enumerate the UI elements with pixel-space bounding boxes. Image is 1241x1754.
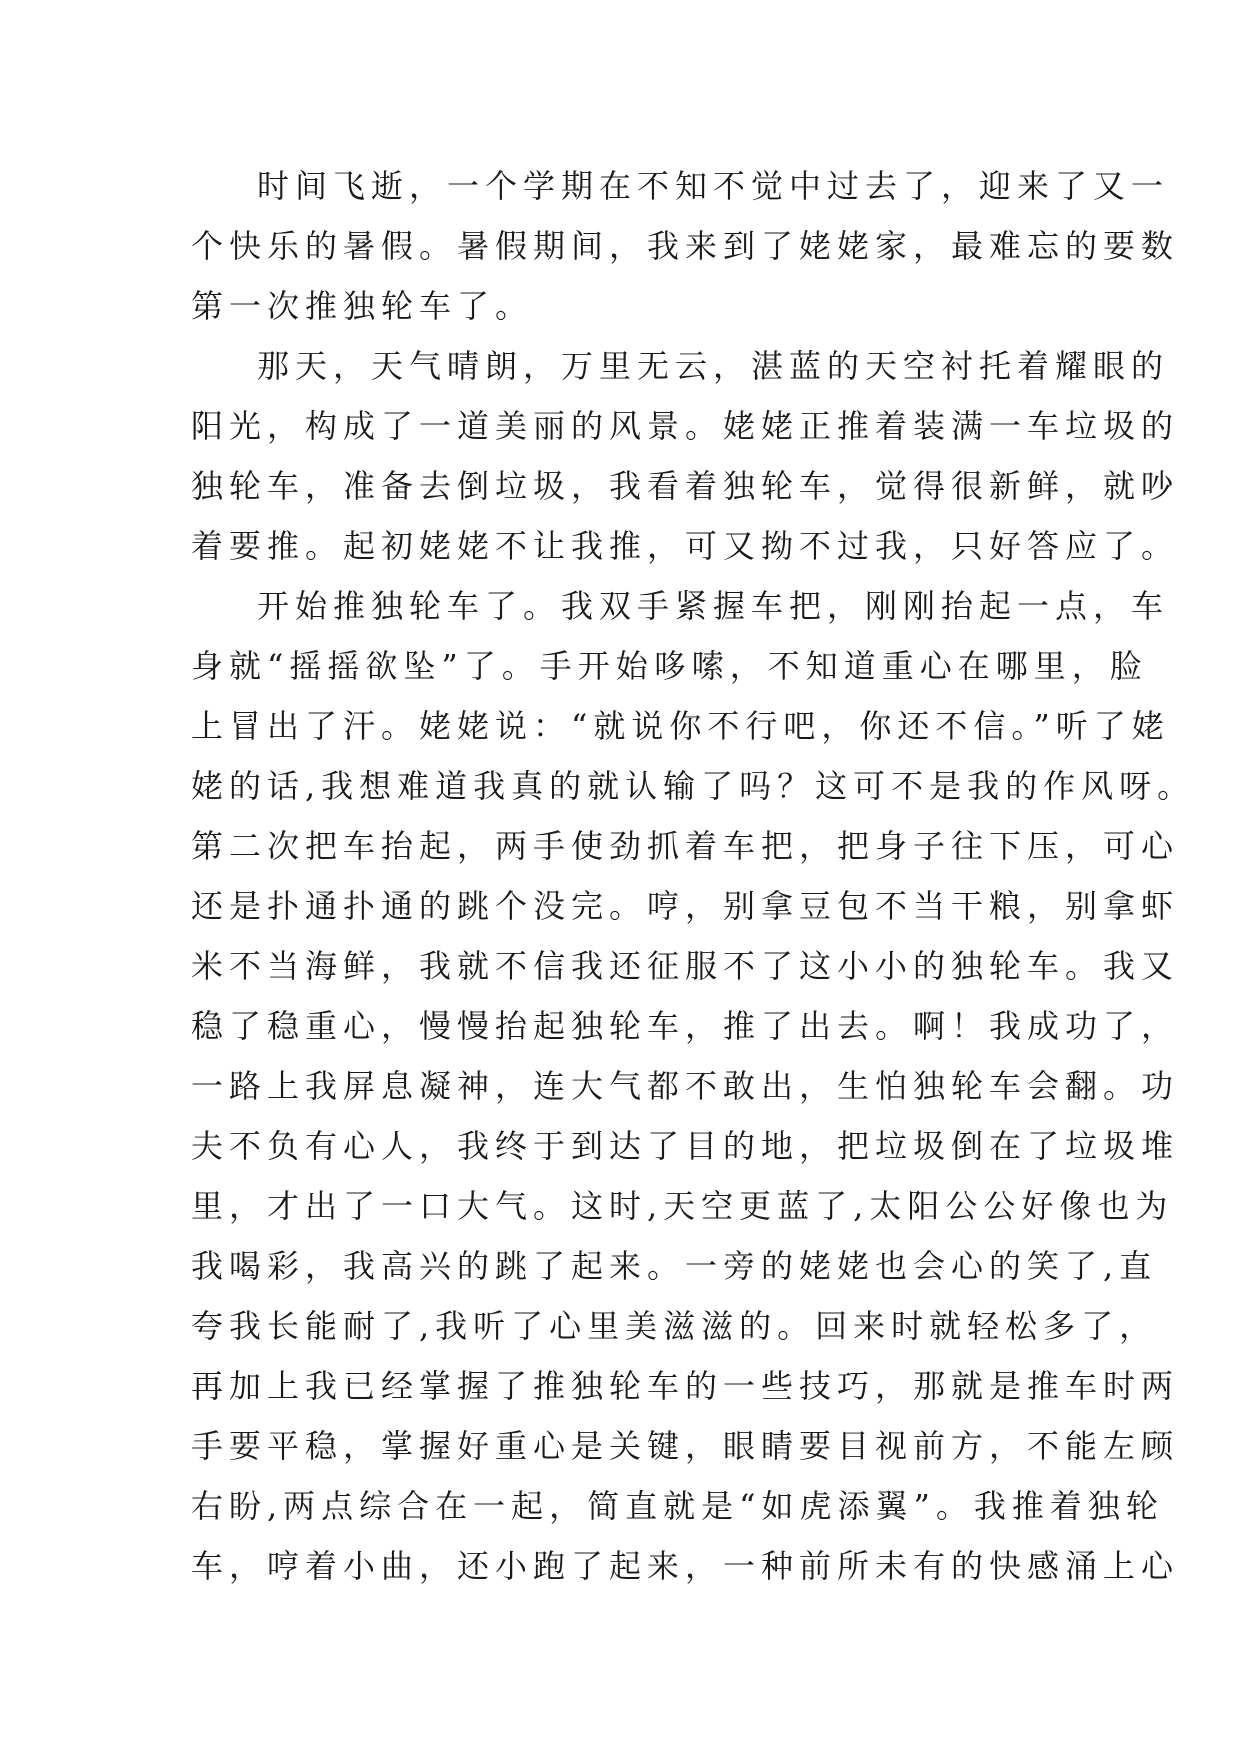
text-line: 米不当海鲜，我就不信我还征服不了这小小的独轮车。我又	[191, 947, 1180, 985]
text-line: 车，哼着小曲，还小跑了起来，一种前所未有的快感涌上心	[191, 1547, 1180, 1585]
text-line: 夫不负有心人，我终于到达了目的地，把垃圾倒在了垃圾堆	[191, 1127, 1180, 1165]
text-line: 我喝彩，我高兴的跳了起来。一旁的姥姥也会心的笑了,直	[191, 1247, 1158, 1285]
text-line: 稳了稳重心，慢慢抬起独轮车，推了出去。啊！我成功了，	[191, 1007, 1180, 1045]
text-line: 第二次把车抬起，两手使劲抓着车把，把身子往下压，可心	[191, 827, 1180, 865]
text-line: 还是扑通扑通的跳个没完。哼，别拿豆包不当干粮，别拿虾	[191, 887, 1180, 925]
text-line: 手要平稳，掌握好重心是关键，眼睛要目视前方，不能左顾	[191, 1427, 1180, 1465]
paragraph-3	[191, 576, 1196, 1596]
text-line: 右盼,两点综合在一起，简直就是“如虎添翼”。我推着独轮	[191, 1487, 1164, 1525]
text-line: 开始推独轮车了。我双手紧握车把，刚刚抬起一点，车	[257, 587, 1170, 625]
text-line: 里，才出了一口大气。这时,天空更蓝了,太阳公公好像也为	[191, 1187, 1174, 1225]
text-line: 身就“摇摇欲坠”了。手开始哆嗦，不知道重心在哪里，脸	[191, 647, 1148, 685]
text-line: 一路上我屏息凝神，连大气都不敢出，生怕独轮车会翻。功	[191, 1067, 1180, 1105]
text-line: 再加上我已经掌握了推独轮车的一些技巧，那就是推车时两	[191, 1367, 1180, 1405]
text-line: 独轮车，准备去倒垃圾，我看着独轮车，觉得很新鲜，就吵	[191, 467, 1180, 505]
text-line: 时间飞逝，一个学期在不知不觉中过去了，迎来了又一	[257, 167, 1170, 205]
document-body	[191, 156, 1196, 1596]
text-line: 夸我长能耐了,我听了心里美滋滋的。回来时就轻松多了，	[191, 1307, 1158, 1345]
paragraph-2	[191, 336, 1180, 576]
text-line: 个快乐的暑假。暑假期间，我来到了姥姥家，最难忘的要数	[191, 227, 1180, 265]
text-line: 上冒出了汗。姥姥说：“就说你不行吧，你还不信。”听了姥	[191, 707, 1170, 745]
text-line: 那天，天气晴朗，万里无云，湛蓝的天空衬托着耀眼的	[257, 347, 1170, 385]
text-line: 阳光，构成了一道美丽的风景。姥姥正推着装满一车垃圾的	[191, 407, 1180, 445]
text-line: 第一次推独轮车了。	[191, 287, 534, 325]
paragraph-1	[191, 156, 1180, 336]
text-line: 姥的话,我想难道我真的就认输了吗？这可不是我的作风呀。	[191, 767, 1196, 805]
text-line: 着要推。起初姥姥不让我推，可又拗不过我，只好答应了。	[191, 527, 1180, 565]
